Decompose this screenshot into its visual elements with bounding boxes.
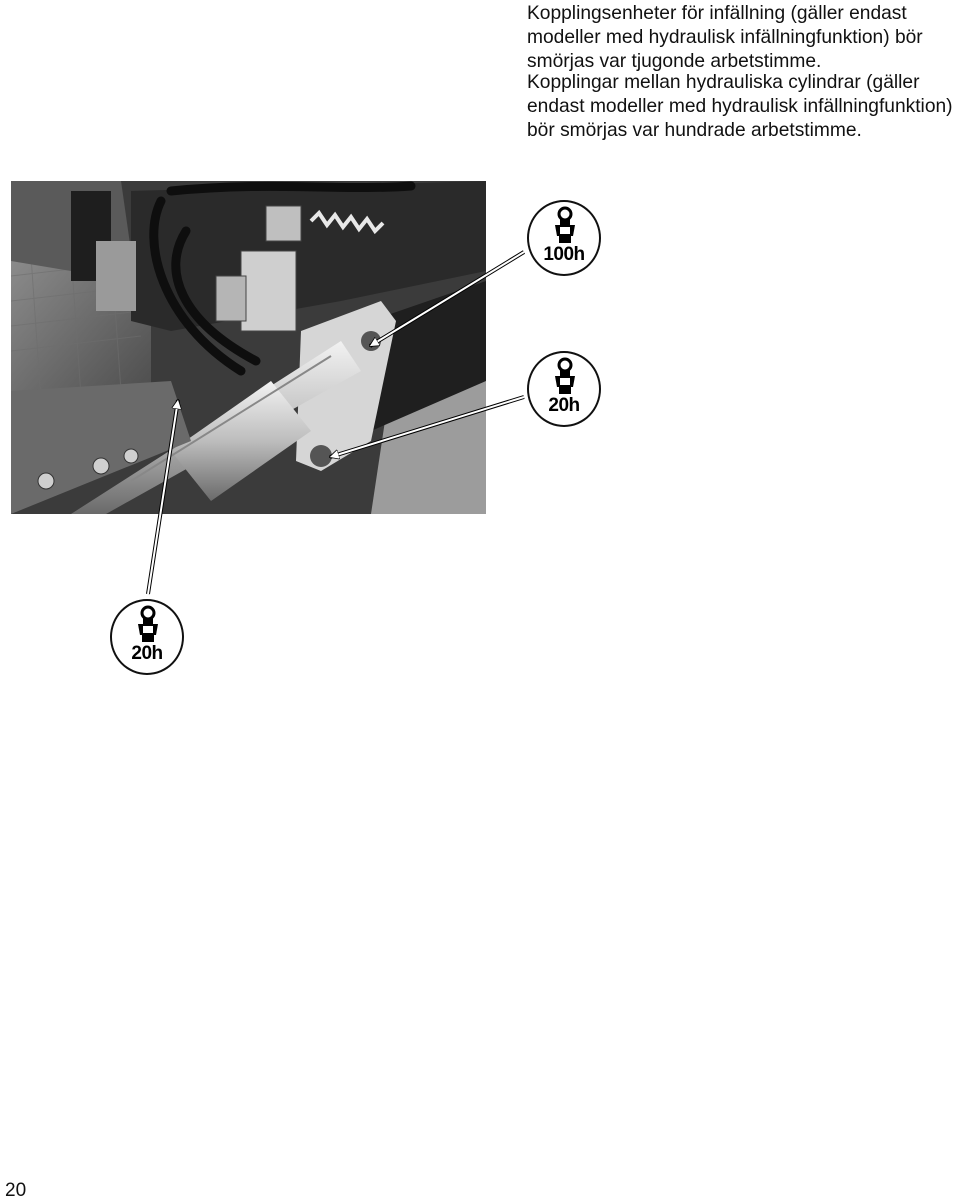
paragraph-pivot-lubrication: Kopplingsenheter för infällning (gäller endast modeller med hydraulisk infällningfunktion) bör smörjas var tjugonde arbetstimme. [527, 3, 923, 72]
grease-nipple-icon [551, 357, 579, 397]
lubrication-interval-badge-100h [527, 200, 601, 276]
grease-nipple-icon [134, 605, 162, 645]
machine-photo [11, 181, 486, 514]
badge-label: 20h [548, 395, 580, 416]
paragraph-cylinder-lubrication: Kopplingar mellan hydrauliska cylindrar (gäller endast modeller med hydraulisk infällningfunktion) bör smörjas var hundrade arbetstimme. [527, 72, 953, 141]
lubrication-interval-badge-20h-bottom [110, 599, 184, 675]
page-number: 20 [5, 1180, 27, 1201]
badge-label: 100h [543, 244, 585, 265]
grease-nipple-icon [551, 206, 579, 246]
badge-label: 20h [131, 643, 163, 664]
lubrication-interval-badge-20h [527, 351, 601, 427]
